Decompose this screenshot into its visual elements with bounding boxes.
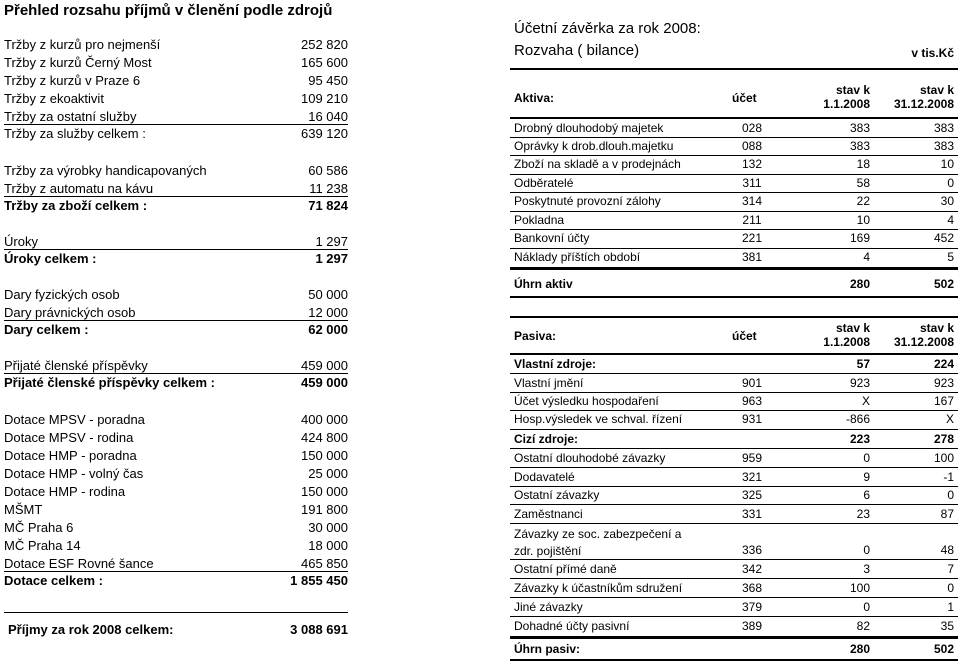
income-row: Úroky 1 297 <box>4 234 348 249</box>
income-row: Tržby z kurzů pro nejmenší 252 820 <box>4 37 348 52</box>
income-row: Tržby z kurzů v Praze 6 95 450 <box>4 73 348 88</box>
income-row: Dotace HMP - volný čas 25 000 <box>4 466 348 481</box>
liabilities-row: Jiné závazky 379 0 1 <box>510 598 958 617</box>
income-row: Dotace ESF Rovné šance 465 850 <box>4 556 348 571</box>
assets-row: Poskytnuté provozní zálohy 314 22 30 <box>510 193 958 212</box>
liabilities-row: Ostatní přímé daně 342 3 7 <box>510 560 958 579</box>
liabilities-row: Dohadné účty pasivní 389 82 35 <box>510 617 958 637</box>
income-row: MŠMT 191 800 <box>4 502 348 517</box>
income-row: Tržby z ekoaktivit 109 210 <box>4 91 348 106</box>
assets-row: Odběratelé 311 58 0 <box>510 175 958 193</box>
table-border <box>510 316 958 318</box>
table-border <box>510 68 958 70</box>
income-summary-title: Přehled rozsahu příjmů v členění podle zdrojů <box>4 2 333 19</box>
liabilities-header-row: Pasiva: účet stav k 1.1.2008 stav k 31.12.2008 <box>514 321 954 349</box>
liabilities-group-row: Cizí zdroje: 223 278 <box>510 430 958 449</box>
liabilities-row: Vlastní jmění 901 923 923 <box>510 374 958 393</box>
liabilities-total-row: Úhrn pasiv: 280 502 <box>510 639 958 661</box>
income-subtotal-row: Úroky celkem : 1 297 <box>4 251 348 266</box>
assets-row: Zboží na skladě a v prodejnách 132 18 10 <box>510 156 958 175</box>
balance-sheet-panel <box>510 0 958 663</box>
assets-header-row: Aktiva: účet stav k 1.1.2008 stav k 31.12.2008 <box>514 83 954 111</box>
assets-total-row: Úhrn aktiv 280 502 <box>510 274 958 298</box>
income-row: Tržby za výrobky handicapovaných 60 586 <box>4 163 348 178</box>
balance-sheet-title: Účetní závěrka za rok 2008: <box>514 20 701 37</box>
income-row: Dary fyzických osob 50 000 <box>4 287 348 302</box>
income-row: Přijaté členské příspěvky 459 000 <box>4 358 348 373</box>
income-row: Dotace MPSV - poradna 400 000 <box>4 412 348 427</box>
liabilities-row: Závazky ze soc. zabezpečení a zdr. pojištění 336 0 48 <box>510 524 958 560</box>
assets-row: Bankovní účty 221 169 452 <box>510 230 958 249</box>
liabilities-row: Dodavatelé 321 9 -1 <box>510 468 958 487</box>
income-summary-panel <box>0 0 352 663</box>
assets-row: Drobný dlouhodobý majetek 028 383 383 <box>510 119 958 138</box>
income-row: Tržby za ostatní služby 16 040 <box>4 109 348 124</box>
balance-sheet-subtitle: Rozvaha ( bilance) <box>514 42 640 59</box>
income-subtotal-row: Dotace celkem : 1 855 450 <box>4 573 348 588</box>
liabilities-row: Závazky k účastníkům sdružení 368 100 0 <box>510 579 958 598</box>
income-subtotal-row: Přijaté členské příspěvky celkem : 459 000 <box>4 375 348 390</box>
currency-unit: v tis.Kč <box>911 46 954 60</box>
income-row: MČ Praha 6 30 000 <box>4 520 348 535</box>
income-row: Dotace HMP - rodina 150 000 <box>4 484 348 499</box>
income-row: Dotace HMP - poradna 150 000 <box>4 448 348 463</box>
liabilities-row: Hosp.výsledek ve schval. řízení 931 -866 X <box>510 411 958 430</box>
assets-row: Náklady příštích období 381 4 5 <box>510 249 958 268</box>
income-grand-total: Příjmy za rok 2008 celkem: 3 088 691 <box>4 612 348 651</box>
assets-row: Oprávky k drob.dlouh.majetku 088 383 383 <box>510 138 958 156</box>
liabilities-row: Ostatní dlouhodobé závazky 959 0 100 <box>510 449 958 468</box>
income-subtotal-row: Tržby za zboží celkem : 71 824 <box>4 198 348 213</box>
liabilities-group-row: Vlastní zdroje: 57 224 <box>510 355 958 374</box>
assets-row: Pokladna 211 10 4 <box>510 212 958 230</box>
liabilities-row: Ostatní závazky 325 6 0 <box>510 487 958 505</box>
income-subtotal-row: Dary celkem : 62 000 <box>4 322 348 337</box>
income-row: MČ Praha 14 18 000 <box>4 538 348 553</box>
liabilities-row: Zaměstnanci 331 23 87 <box>510 505 958 524</box>
income-row: Tržby z kurzů Černý Most 165 600 <box>4 55 348 70</box>
liabilities-row: Účet výsledku hospodaření 963 X 167 <box>510 393 958 411</box>
income-row: Dary právnických osob 12 000 <box>4 305 348 320</box>
income-row: Tržby z automatu na kávu 11 238 <box>4 181 348 196</box>
income-row: Dotace MPSV - rodina 424 800 <box>4 430 348 445</box>
income-subtotal-row: Tržby za služby celkem : 639 120 <box>4 126 348 141</box>
table-border <box>510 268 958 270</box>
